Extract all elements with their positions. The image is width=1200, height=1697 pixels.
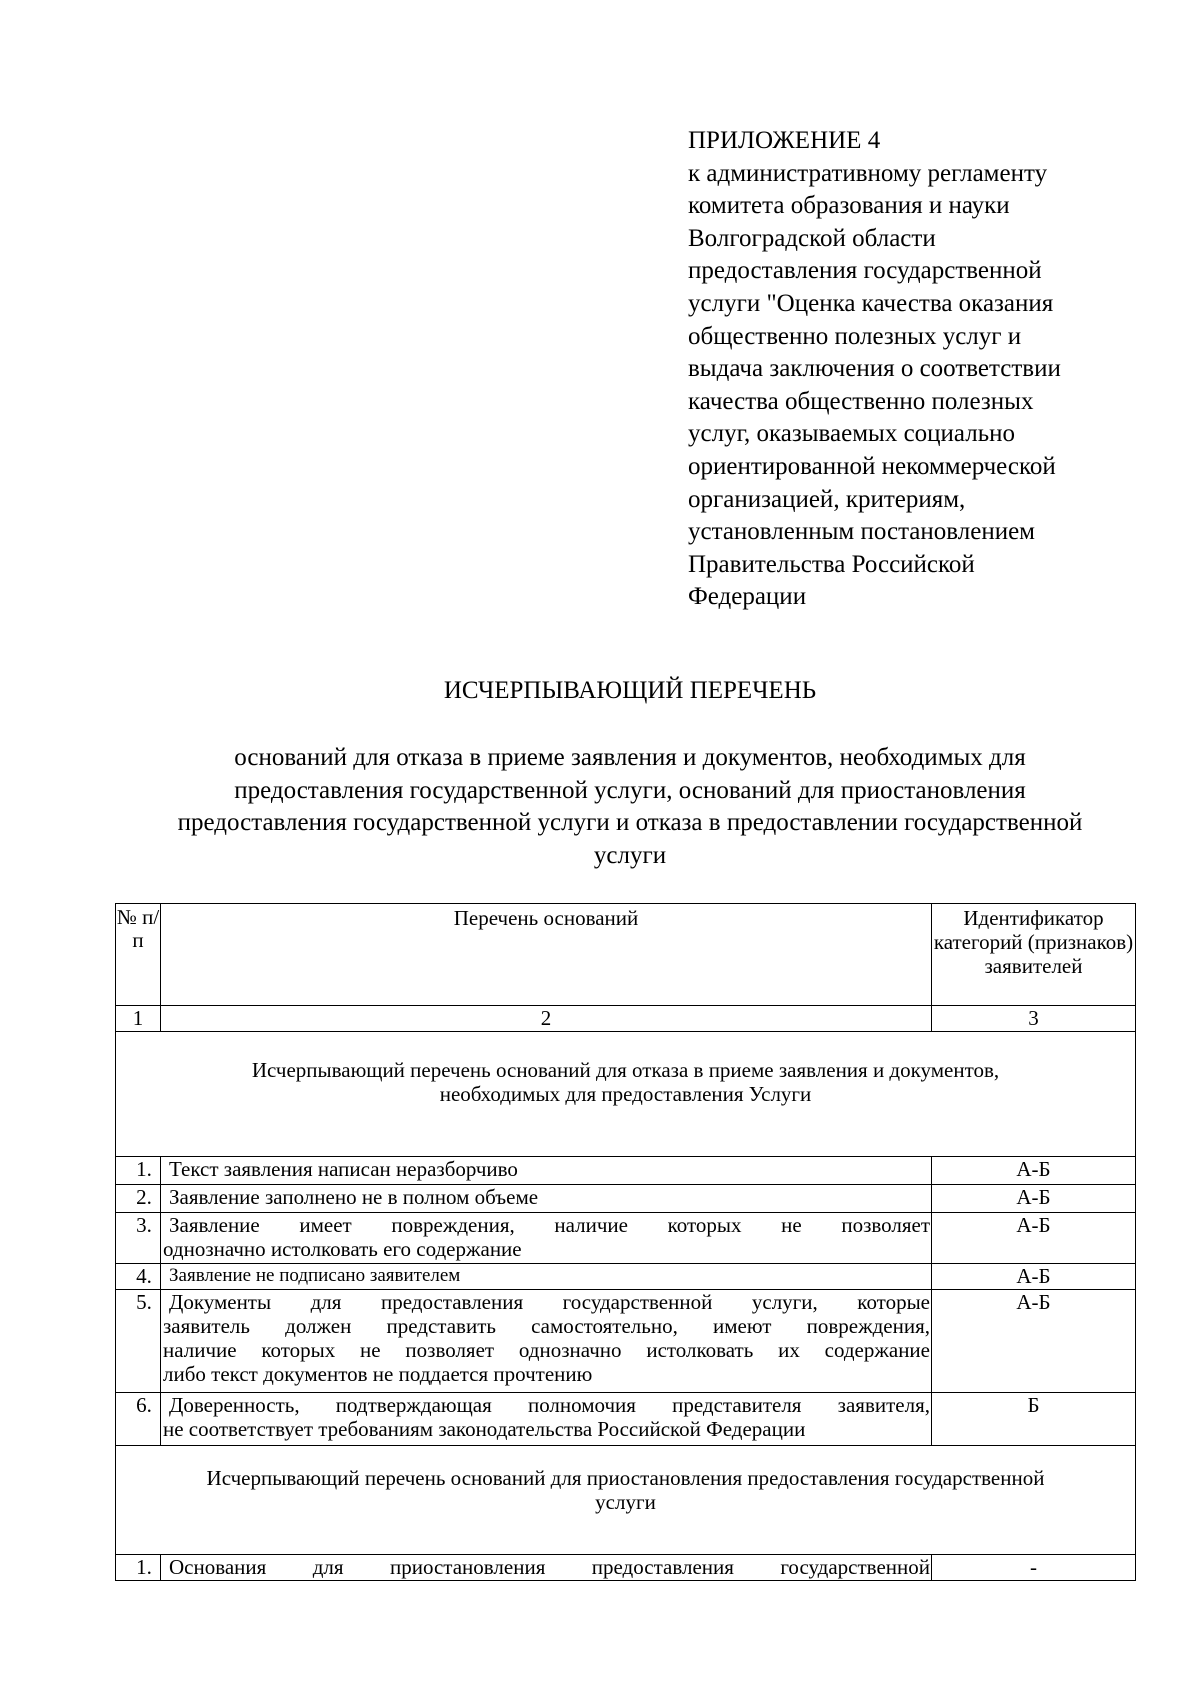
annex-line: качества общественно полезных — [688, 387, 1034, 415]
row-reason: Заявление не подписано заявителем — [161, 1264, 932, 1290]
row-applicant-id: А-Б — [932, 1157, 1136, 1185]
annex-line: предоставления государственной — [688, 257, 1042, 285]
reason-line: Заявление имеет повреждения, наличие которых не позволяет — [169, 1213, 930, 1237]
section-heading-line: услуги — [595, 1490, 656, 1514]
row-number: 1. — [116, 1555, 161, 1581]
row-reason — [161, 1213, 932, 1264]
row-number: 1. — [116, 1157, 161, 1185]
table-row — [116, 1393, 1136, 1446]
annex-line: к административному регламенту — [688, 159, 1048, 187]
section-heading-row — [116, 1446, 1136, 1555]
reason-line: не соответствует требованиям законодательства Российской Федерации — [163, 1417, 806, 1441]
table-header-row — [116, 904, 1136, 1006]
annex-line: услуг, оказываемых социально — [688, 420, 1016, 448]
annex-line: Волгоградской области — [688, 224, 936, 252]
subtitle-line: услуги — [593, 841, 667, 869]
annex-line: общественно полезных услуг и — [688, 322, 1022, 350]
row-number: 3. — [116, 1213, 161, 1264]
grounds-table — [115, 903, 1136, 1581]
column-index: 3 — [932, 1006, 1136, 1032]
table-row — [116, 1264, 1136, 1290]
subtitle-line: предоставления государственной услуги и отказа в предоставлении государственной — [177, 809, 1083, 836]
row-number: 6. — [116, 1393, 161, 1446]
document-title: ИСЧЕРПЫВАЮЩИЙ ПЕРЕЧЕНЬ — [443, 677, 817, 704]
section-heading — [116, 1446, 1136, 1555]
annex-line: выдача заключения о соответствии — [688, 355, 1061, 383]
table-row — [116, 1290, 1136, 1393]
section-heading-line: необходимых для предоставления Услуги — [439, 1082, 812, 1106]
header-applicant-id: Идентификатор категорий (признаков) заявителей — [932, 904, 1136, 1006]
subtitle-line: предоставления государственной услуги, оснований для приостановления — [234, 776, 1026, 804]
annex-line: ориентированной некоммерческой — [688, 452, 1056, 480]
subtitle-line: оснований для отказа в приеме заявления и документов, необходимых для — [234, 744, 1026, 771]
column-index: 1 — [116, 1006, 161, 1032]
section-heading-line: Исчерпывающий перечень оснований для приостановления предоставления государственной — [206, 1466, 1045, 1490]
annex-line: Правительства Российской — [688, 550, 975, 578]
reason-line: заявитель должен представить самостоятельно, имеют повреждения, — [163, 1314, 930, 1338]
reason-line: наличие которых не позволяет однозначно истолковать их содержание — [163, 1338, 930, 1362]
row-reason — [161, 1555, 932, 1581]
table-row — [116, 1157, 1136, 1185]
section-heading-line: Исчерпывающий перечень оснований для отказа в приеме заявления и документов, — [251, 1058, 1000, 1082]
document-subtitle — [100, 742, 1160, 872]
row-applicant-id: А-Б — [932, 1264, 1136, 1290]
header-reason: Перечень оснований — [161, 904, 932, 1006]
table-row — [116, 1213, 1136, 1264]
reason-line: Основания для приостановления предоставления государственной — [169, 1555, 930, 1579]
annex-block — [688, 125, 1168, 614]
annex-line: установленным постановлением — [688, 518, 1035, 546]
reason-line: Доверенность, подтверждающая полномочия представителя заявителя, — [169, 1393, 930, 1417]
reason-line: либо текст документов не поддается прочтению — [163, 1362, 593, 1386]
annex-line: комитета образования и науки — [688, 192, 1010, 220]
table-row — [116, 1555, 1136, 1581]
row-reason: Заявление заполнено не в полном объеме — [161, 1185, 932, 1213]
row-applicant-id: Б — [932, 1393, 1136, 1446]
row-applicant-id: - — [932, 1555, 1136, 1581]
row-reason: Текст заявления написан неразборчиво — [161, 1157, 932, 1185]
section-heading — [116, 1032, 1136, 1157]
row-number: 5. — [116, 1290, 161, 1393]
row-reason — [161, 1393, 932, 1446]
section-heading-row — [116, 1032, 1136, 1157]
row-reason — [161, 1290, 932, 1393]
header-number: № п/п — [116, 904, 161, 1006]
column-index: 2 — [161, 1006, 932, 1032]
reason-line: Документы для предоставления государственной услуги, которые — [169, 1290, 930, 1314]
annex-title: ПРИЛОЖЕНИЕ 4 — [688, 127, 881, 154]
annex-line: организацией, критериям, — [688, 485, 966, 513]
row-applicant-id: А-Б — [932, 1185, 1136, 1213]
row-applicant-id: А-Б — [932, 1290, 1136, 1393]
column-index-row — [116, 1006, 1136, 1032]
row-applicant-id: А-Б — [932, 1213, 1136, 1264]
annex-line: услуги "Оценка качества оказания — [688, 289, 1054, 317]
row-number: 2. — [116, 1185, 161, 1213]
table-row — [116, 1185, 1136, 1213]
row-number: 4. — [116, 1264, 161, 1290]
annex-line: Федерации — [688, 583, 807, 611]
reason-line: однозначно истолковать его содержание — [163, 1237, 522, 1261]
